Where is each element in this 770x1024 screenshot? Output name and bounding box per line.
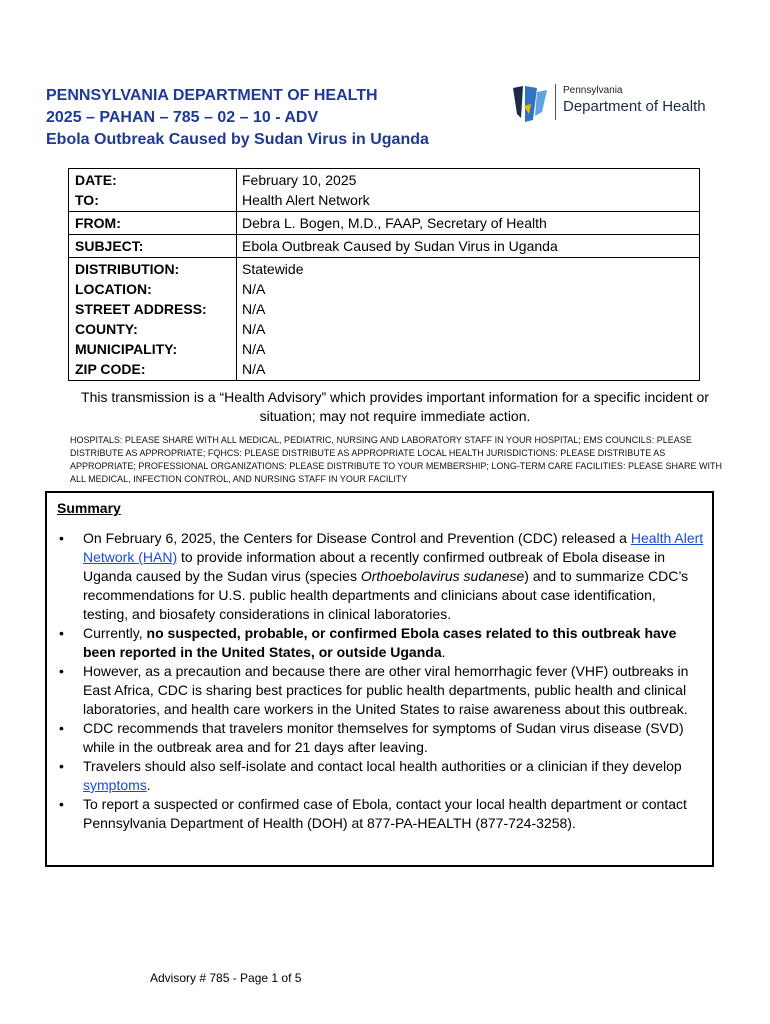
meta-row-subject <box>69 235 700 258</box>
han-link[interactable]: Health Alert Network (HAN) <box>83 530 704 565</box>
county-value: N/A <box>242 321 266 337</box>
bullet-icon: • <box>59 720 64 736</box>
street-address-label: STREET ADDRESS: <box>75 301 207 317</box>
pa-health-logo <box>511 82 726 124</box>
bullet-text: CDC recommends that travelers monitor themselves for symptoms of Sudan virus disease (SVD) while in the outbreak area and for 21 days after leaving. <box>83 720 684 755</box>
distribution-instructions: HOSPITALS: PLEASE SHARE WITH ALL MEDICAL, PEDIATRIC, NURSING AND LABORATORY STAFF IN YOUR HOSPITAL; EMS COUNCILS: PLEASE DISTRIBUTE AS APPROPRIATE; FQHCS: PLEASE DISTRIBUTE AS APPROPRIATE LOCAL HEALTH JURISDICTIONS: PLEASE DISTRIBUTE AS APPROPRIATE; PROFESSIONAL ORGANIZATIONS: PLEASE DISTRIBUTE TO YOUR MEMBERSHIP; LONG-TERM CARE FACILITIES: PLEASE SHARE WITH ALL MEDICAL, INFECTION CONTROL, AND NURSING STAFF IN YOUR FACILITY <box>70 435 722 484</box>
meta-values-date-to <box>237 169 700 212</box>
page-footer: Advisory # 785 - Page 1 of 5 <box>150 971 302 985</box>
agency-title: PENNSYLVANIA DEPARTMENT OF HEALTH <box>46 87 378 104</box>
street-address-value: N/A <box>242 301 266 317</box>
date-label: DATE: <box>75 172 117 188</box>
meta-row-from <box>69 212 700 235</box>
bullet-icon: • <box>59 663 64 679</box>
summary-bullet-travelers-monitor <box>59 719 704 757</box>
date-value: February 10, 2025 <box>242 172 357 188</box>
bullet-icon: • <box>59 530 64 546</box>
species-name: Orthoebolavirus sudanese <box>360 568 525 584</box>
from-label: FROM: <box>69 212 237 235</box>
meta-values-distribution <box>237 258 700 381</box>
summary-bullet-no-cases <box>59 624 704 662</box>
zip-code-value: N/A <box>242 361 266 377</box>
bullet-icon: • <box>59 625 64 641</box>
location-label: LOCATION: <box>75 281 152 297</box>
bullet-text: Travelers should also self-isolate and contact local health authorities or a clinician if they develop <box>83 758 682 774</box>
bullet-bold-text: no suspected, probable, or confirmed Ebola cases related to this outbreak have been reported in the United States, or outside Uganda <box>83 625 677 660</box>
logo-divider <box>555 84 556 120</box>
summary-heading: Summary <box>57 500 121 516</box>
summary-box <box>45 491 714 867</box>
summary-bullet-report-case <box>59 795 704 833</box>
advisory-code: 2025 – PAHAN – 785 – 02 – 10 - ADV <box>46 109 319 126</box>
location-value: N/A <box>242 281 266 297</box>
meta-row-date-to <box>69 169 700 212</box>
subject-value: Ebola Outbreak Caused by Sudan Virus in Uganda <box>237 235 700 258</box>
municipality-label: MUNICIPALITY: <box>75 341 178 357</box>
bullet-icon: • <box>59 758 64 774</box>
subject-label: SUBJECT: <box>69 235 237 258</box>
logo-state-text: Pennsylvania <box>563 85 623 96</box>
bullet-text: Currently, <box>83 625 147 641</box>
meta-row-distribution <box>69 258 700 381</box>
bullet-text: . <box>146 777 151 793</box>
summary-bullet-precaution <box>59 662 704 719</box>
advisory-headline: Ebola Outbreak Caused by Sudan Virus in Uganda <box>46 131 429 148</box>
advisory-title-block <box>46 85 429 151</box>
bullet-icon: • <box>59 796 64 812</box>
summary-bullet-self-isolate <box>59 757 704 795</box>
bullet-text: ) and to summarize CDC’s recommendations for U.S. public health departments and clinicians about case identification, testing, and biosafety considerations in clinical laboratories. <box>83 568 689 622</box>
distribution-value: Statewide <box>242 261 304 277</box>
meta-keys-date-to <box>69 169 237 212</box>
bullet-text: to provide information about a recently confirmed outbreak of Ebola disease in Uganda caused by the Sudan virus (species <box>83 549 666 584</box>
bullet-text: To report a suspected or confirmed case of Ebola, contact your local health department or contact Pennsylvania Department of Health (DOH) at 877-PA-HEALTH (877-724-3258). <box>83 796 687 831</box>
transmission-notice: This transmission is a “Health Advisory” which provides important information for a specific incident or situation; may not require immediate action. <box>81 389 709 424</box>
bullet-text: However, as a precaution and because there are other viral hemorrhagic fever (VHF) outbreaks in East Africa, CDC is sharing best practices for public health departments, public health and clinical laboratories, and health care workers in the United States to raise awareness about this outbreak. <box>83 663 689 717</box>
from-value: Debra L. Bogen, M.D., FAAP, Secretary of Health <box>237 212 700 235</box>
county-label: COUNTY: <box>75 321 138 337</box>
zip-code-label: ZIP CODE: <box>75 361 146 377</box>
distribution-label: DISTRIBUTION: <box>75 261 180 277</box>
to-value: Health Alert Network <box>242 192 370 208</box>
to-label: TO: <box>75 192 99 208</box>
summary-bullet-cdc-han <box>59 529 704 624</box>
bullet-text: . <box>441 644 446 660</box>
meta-keys-distribution <box>69 258 237 381</box>
bullet-text: On February 6, 2025, the Centers for Disease Control and Prevention (CDC) released a <box>83 530 631 546</box>
keystone-icon <box>511 82 553 124</box>
logo-department-text: Department of Health <box>563 98 706 115</box>
summary-bullet-list <box>59 529 704 833</box>
municipality-value: N/A <box>242 341 266 357</box>
advisory-metadata-table <box>68 168 700 381</box>
symptoms-link[interactable]: symptoms <box>83 777 147 793</box>
